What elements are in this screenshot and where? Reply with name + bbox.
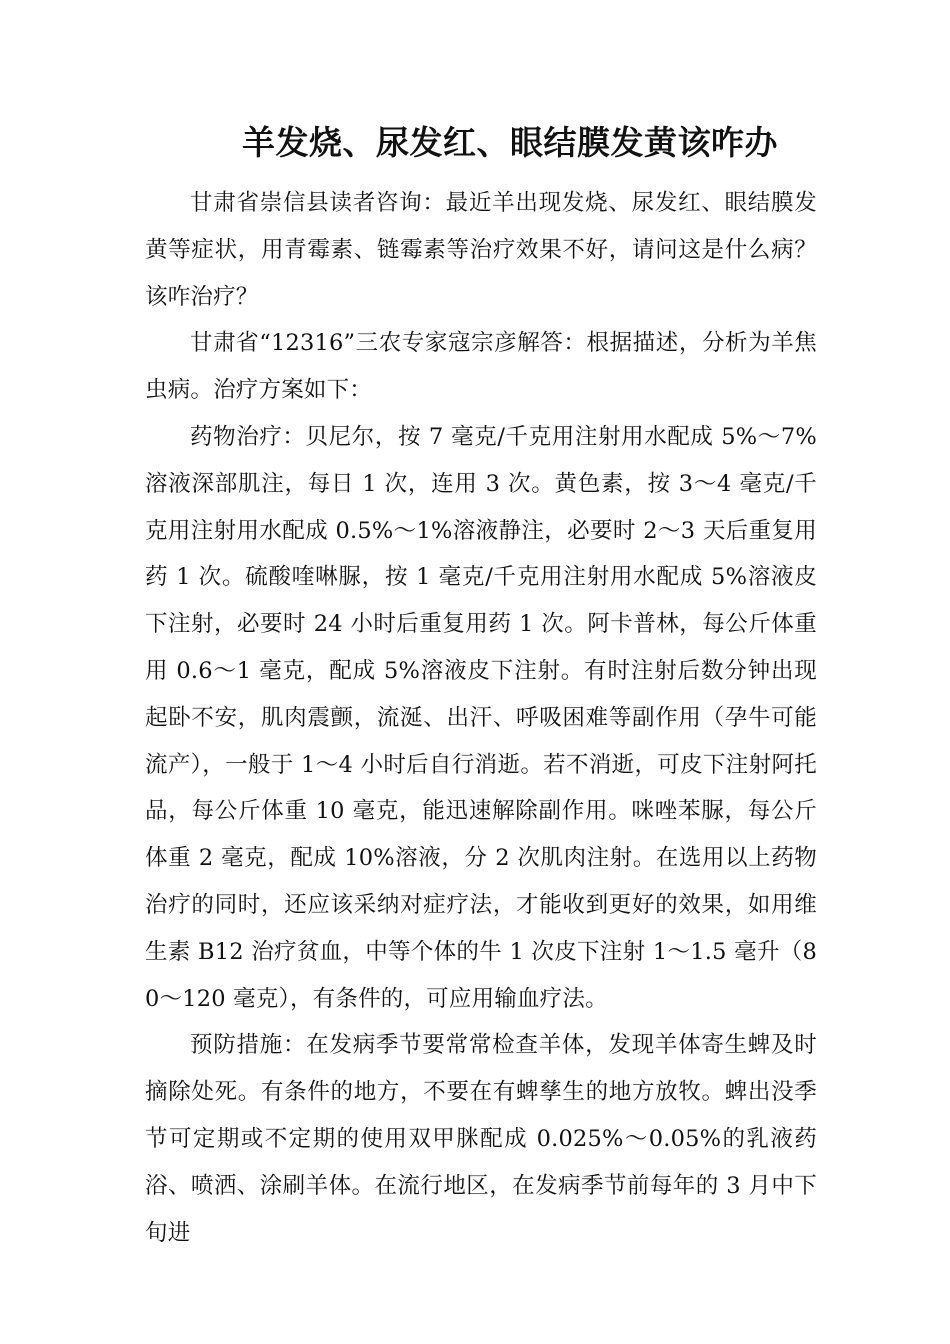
paragraph-reader-question: 甘肃省崇信县读者咨询：最近羊出现发烧、尿发红、眼结膜发黄等症状，用青霉素、链霉素等治疗效果不好，请问这是什么病？该咋治疗？ [145,190,817,310]
document-body [145,180,817,1256]
document-title: 羊发烧、尿发红、眼结膜发黄该咋办 [242,123,778,162]
paragraph-prevention: 预防措施：在发病季节要常常检查羊体，发现羊体寄生蜱及时摘除处死。有条件的地方，不要在有蜱孳生的地方放牧。蜱出没季节可定期或不定期的使用双甲脒配成 0.025%～0.05%的乳液药浴、喷洒、涂刷羊体。在流行地区，在发病季节前每年的 3 月中下旬进 [145,1032,817,1246]
paragraph-expert-answer: 甘肃省“12316”三农专家寇宗彦解答：根据描述，分析为羊焦虫病。治疗方案如下： [145,330,817,404]
paragraph-drug-treatment: 药物治疗：贝尼尔，按 7 毫克/千克用注射用水配成 5%～7%溶液深部肌注，每日 1 次，连用 3 次。黄色素，按 3～4 毫克/千克用注射用水配成 0.5%～1%溶液静注，必要时 2～3 天后重复用药 1 次。硫酸喹啉脲，按 1 毫克/千克用注射用水配成 5%溶液皮下注射，必要时 24 小时后重复用药 1 次。阿卡普林，每公斤体重用 0.6～1 毫克，配成 5%溶液皮下注射。有时注射后数分钟出现起卧不安，肌肉震颤，流涎、出汗、呼吸困难等副作用（孕牛可能流产），一般于 1～4 小时后自行消逝。若不消逝，可皮下注射阿托品，每公斤体重 10 毫克，能迅速解除副作用。咪唑苯脲，每公斤体重 2 毫克，配成 10%溶液，分 2 次肌肉注射。在选用以上药物治疗的同时，还应该采纳对症疗法，才能收到更好的效果，如用维生素 B12 治疗贫血，中等个体的牛 1 次皮下注射 1～1.5 毫升（80～120 毫克），有条件的，可应用输血疗法。 [145,423,817,1012]
